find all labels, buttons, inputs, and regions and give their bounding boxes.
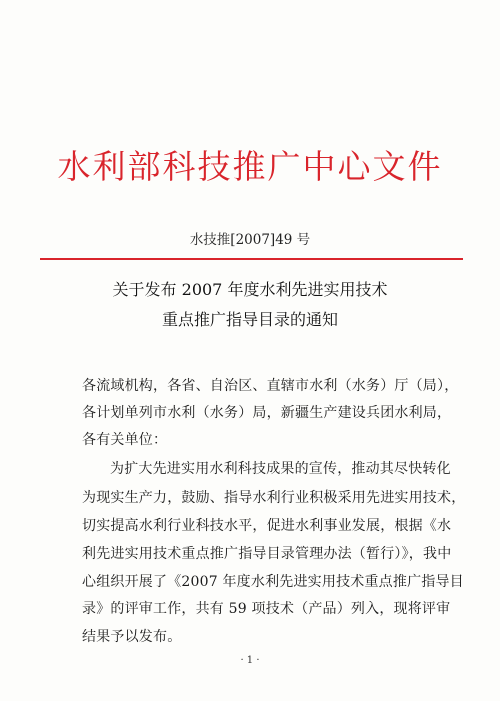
red-divider-line bbox=[40, 258, 463, 260]
body-line-paragraph-6: 录》的评审工作，共有 59 项技术（产品）列入，现将评审 bbox=[82, 601, 451, 617]
notice-title-line-2: 重点推广指导目录的通知 bbox=[161, 310, 338, 329]
notice-title-line-1: 关于发布 2007 年度水利先进实用技术 bbox=[112, 280, 388, 299]
body-line-paragraph-2: 为现实生产力，鼓励、指导水利行业积极采用先进实用技术， bbox=[82, 490, 466, 506]
body-line-paragraph-4: 利先进实用技术重点推广指导目录管理办法（暂行）》，我中 bbox=[82, 546, 452, 562]
body-line-recipients-2: 各计划单列市水利（水务）局，新疆生产建设兵团水利局， bbox=[82, 405, 452, 421]
page-number: · 1 · bbox=[240, 655, 260, 666]
body-line-paragraph-7: 结果予以发布。 bbox=[82, 629, 182, 645]
issuing-organization-title: 水利部科技推广中心文件 bbox=[57, 147, 443, 186]
body-line-paragraph-1: 为扩大先进实用水利科技成果的宣传，推动其尽快转化 bbox=[110, 461, 451, 477]
document-number: 水技推[2007]49 号 bbox=[189, 232, 311, 248]
body-line-paragraph-5: 心组织开展了《2007 年度水利先进实用技术重点推广指导目 bbox=[82, 574, 464, 590]
body-line-paragraph-3: 切实提高水利行业科技水平，促进水利事业发展，根据《水 bbox=[82, 518, 452, 534]
body-line-recipients-1: 各流域机构，各省、自治区、直辖市水利（水务）厅（局）， bbox=[82, 378, 459, 394]
body-line-recipients-3: 各有关单位： bbox=[82, 432, 168, 448]
